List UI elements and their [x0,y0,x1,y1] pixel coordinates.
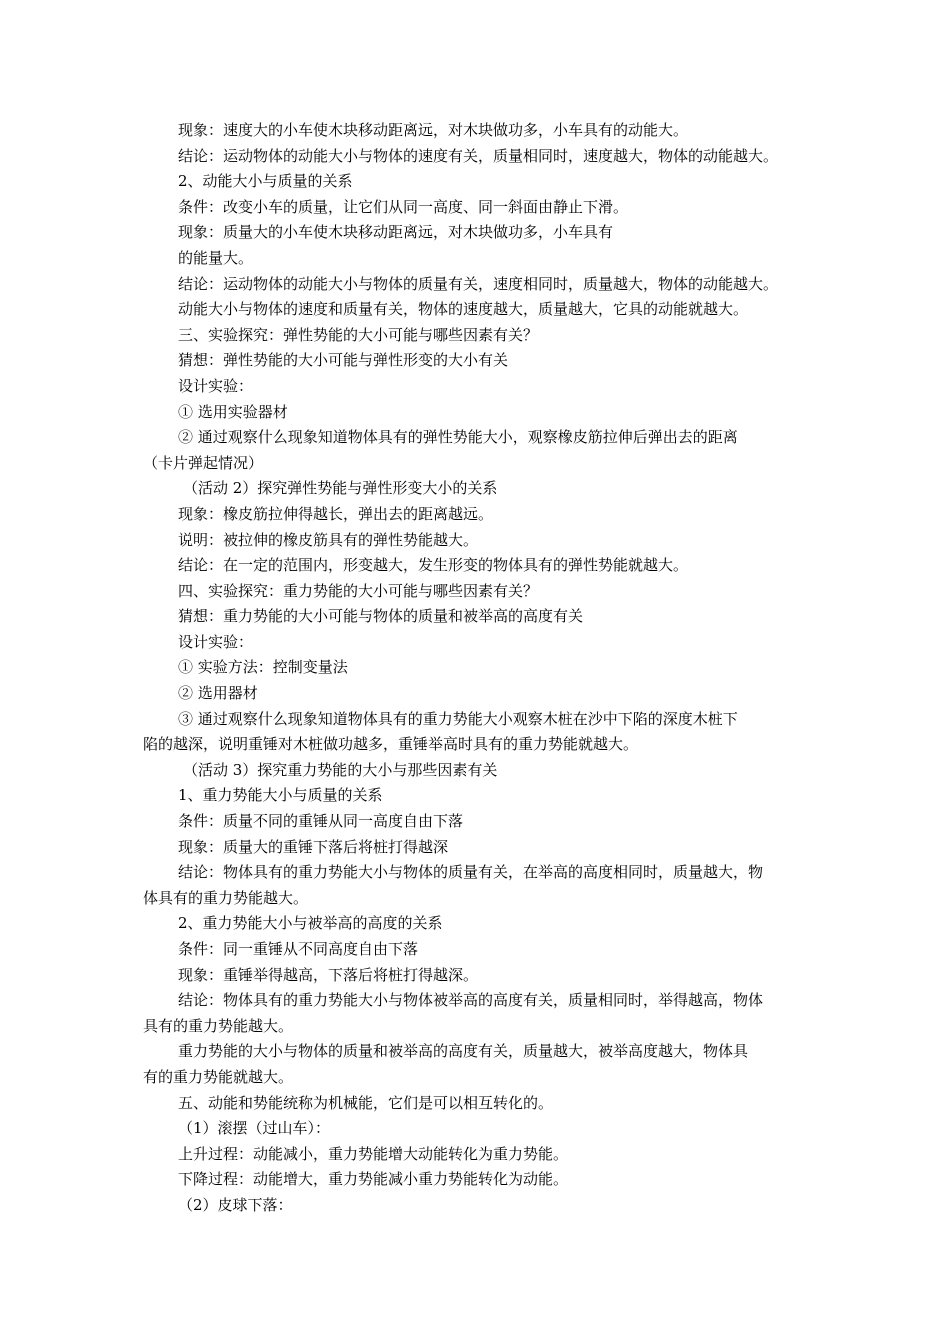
document-body [143,118,823,1219]
text-line: 的能量大。 [178,248,254,267]
text-line: 结论：物体具有的重力势能大小与物体的质量有关，在举高的高度相同时，质量越大，物 [178,863,764,882]
text-line: 条件：质量不同的重锤从同一高度自由下落 [178,812,464,831]
text-line: 说明：被拉伸的橡皮筋具有的弹性势能越大。 [178,530,479,549]
subsection-heading: （1）滚摆（过山车）： [178,1119,331,1138]
section-heading: 2、动能大小与质量的关系 [178,172,353,191]
subsection-heading: （2）皮球下落： [178,1195,293,1214]
text-line: 现象：橡皮筋拉伸得越长，弹出去的距离越远。 [178,504,494,523]
text-line: 下降过程：动能增大，重力势能减小重力势能转化为动能。 [178,1170,569,1189]
section-heading: 三、实验探究：弹性势能的大小可能与哪些因素有关？ [178,325,539,344]
text-line: 猜想：重力势能的大小可能与物体的质量和被举高的高度有关 [178,607,584,626]
text-line: 有的重力势能就越大。 [143,1067,294,1086]
text-line: 陷的越深，说明重锤对木桩做功越多，重锤举高时具有的重力势能就越大。 [143,735,639,754]
section-heading: 1、重力势能大小与质量的关系 [178,786,383,805]
list-item: ① 选用实验器材 [178,402,288,421]
section-heading: 2、重力势能大小与被举高的高度的关系 [178,914,443,933]
list-item: ① 实验方法：控制变量法 [178,658,348,677]
text-line: 猜想：弹性势能的大小可能与弹性形变的大小有关 [178,351,509,370]
section-heading: 五、动能和势能统称为机械能，它们是可以相互转化的。 [178,1093,554,1112]
list-item: ② 通过观察什么现象知道物体具有的弹性势能大小，观察橡皮筋拉伸后弹出去的距离 [178,428,738,447]
list-item: ③ 通过观察什么现象知道物体具有的重力势能大小观察木桩在沙中下陷的深度木桩下 [178,709,738,728]
text-line: 现象：速度大的小车使木块移动距离远，对木块做功多，小车具有的动能大。 [178,121,689,139]
text-line: 动能大小与物体的速度和质量有关，物体的速度越大，质量越大，它具的动能就越大。 [178,300,749,319]
text-line: 结论：在一定的范围内，形变越大，发生形变的物体具有的弹性势能就越大。 [178,556,689,575]
text-line: 设计实验： [178,376,254,395]
text-line: 体具有的重力势能越大。 [143,888,309,907]
text-line: 现象：重锤举得越高，下落后将桩打得越深。 [178,965,479,984]
activity-heading: （活动 2）探究弹性势能与弹性形变大小的关系 [183,479,498,498]
activity-heading: （活动 3）探究重力势能的大小与那些因素有关 [183,760,498,779]
text-line: （卡片弹起情况） [143,453,264,472]
text-line: 设计实验： [178,632,254,651]
text-line: 条件：同一重锤从不同高度自由下落 [178,940,419,958]
text-line: 结论：运动物体的动能大小与物体的质量有关，速度相同时，质量越大，物体的动能越大。 [178,274,779,293]
text-line: 条件：改变小车的质量，让它们从同一高度、同一斜面由静止下滑。 [178,197,629,216]
text-line: 重力势能的大小与物体的质量和被举高的高度有关，质量越大，被举高度越大，物体具 [178,1042,749,1061]
text-line: 结论：运动物体的动能大小与物体的速度有关，质量相同时，速度越大，物体的动能越大。 [178,146,779,165]
list-item: ② 选用器材 [178,684,258,703]
text-line: 结论：物体具有的重力势能大小与物体被举高的高度有关，质量相同时，举得越高，物体 [178,991,764,1010]
text-line: 现象：质量大的小车使木块移动距离远，对木块做功多，小车具有 [178,223,614,242]
text-line: 具有的重力势能越大。 [143,1016,294,1035]
text-line: 上升过程：动能减小，重力势能增大动能转化为重力势能。 [178,1144,569,1163]
section-heading: 四、实验探究：重力势能的大小可能与哪些因素有关？ [178,581,539,600]
text-line: 现象：质量大的重锤下落后将桩打得越深 [178,837,449,856]
